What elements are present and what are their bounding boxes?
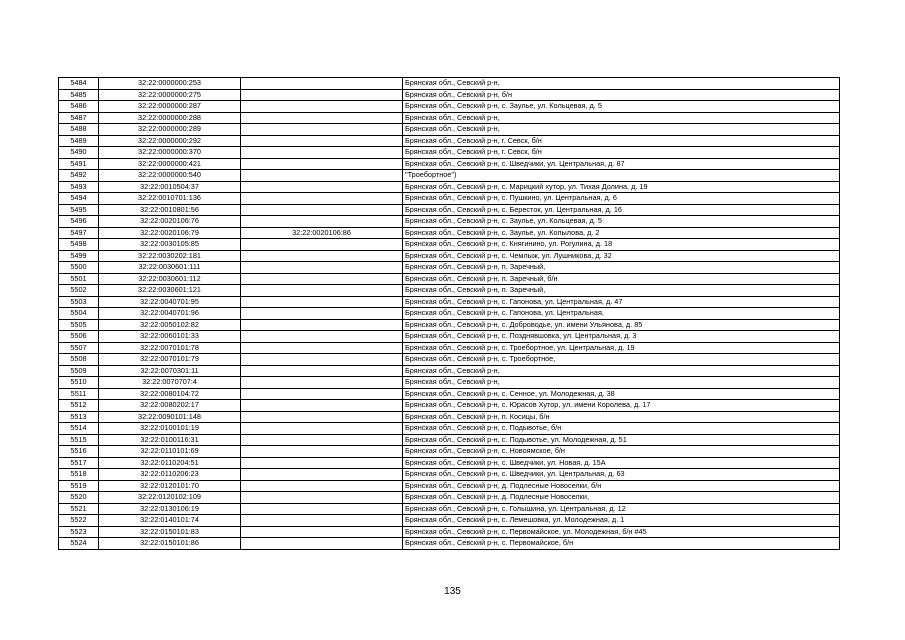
cadastral-number-cell: 32:22:0090101:148 — [99, 411, 241, 423]
cadastral-number-cell: 32:22:0040701:96 — [99, 308, 241, 320]
table-row — [59, 296, 840, 308]
related-cadastral-number-cell — [241, 331, 403, 343]
related-cadastral-number-cell — [241, 457, 403, 469]
table-row — [59, 457, 840, 469]
cadastral-number-cell: 32:22:0000000:370 — [99, 147, 241, 159]
related-cadastral-number-cell — [241, 354, 403, 366]
row-number-cell: 5524 — [59, 538, 99, 550]
row-number-cell: 5489 — [59, 135, 99, 147]
row-number-cell: 5510 — [59, 377, 99, 389]
address-cell: Брянская обл., Севский р-н, с. Новоямское, б/н — [403, 446, 840, 458]
address-cell: Брянская обл., Севский р-н, с. Бересток, ул. Центральная, д. 16 — [403, 204, 840, 216]
related-cadastral-number-cell — [241, 135, 403, 147]
address-cell: Брянская обл., Севский р-н, д. Подлесные Новоселки, — [403, 492, 840, 504]
table-row — [59, 434, 840, 446]
cadastral-number-cell: 32:22:0030202:181 — [99, 250, 241, 262]
table-row — [59, 342, 840, 354]
table-row — [59, 239, 840, 251]
address-cell: Брянская обл., Севский р-н, с. Шведчики, ул. Центральная, д. 87 — [403, 158, 840, 170]
row-number-cell: 5496 — [59, 216, 99, 228]
table-row — [59, 319, 840, 331]
related-cadastral-number-cell — [241, 515, 403, 527]
address-cell: Брянская обл., Севский р-н, с. Княгинино, ул. Рогулина, д. 18 — [403, 239, 840, 251]
table-row — [59, 354, 840, 366]
row-number-cell: 5493 — [59, 181, 99, 193]
related-cadastral-number-cell — [241, 273, 403, 285]
address-cell: Брянская обл., Севский р-н, с. Лемешовка, ул. Молодежная, д. 1 — [403, 515, 840, 527]
cadastral-number-cell: 32:22:0000000:540 — [99, 170, 241, 182]
table-row — [59, 365, 840, 377]
table-row — [59, 262, 840, 274]
related-cadastral-number-cell — [241, 296, 403, 308]
table-row — [59, 158, 840, 170]
row-number-cell: 5485 — [59, 89, 99, 101]
related-cadastral-number-cell — [241, 204, 403, 216]
related-cadastral-number-cell — [241, 411, 403, 423]
row-number-cell: 5503 — [59, 296, 99, 308]
row-number-cell: 5516 — [59, 446, 99, 458]
related-cadastral-number-cell — [241, 526, 403, 538]
table-row — [59, 101, 840, 113]
cadastral-number-cell: 32:22:0030601:121 — [99, 285, 241, 297]
address-cell: Брянская обл., Севский р-н, с. Сенное, ул. Молодежная, д. 38 — [403, 388, 840, 400]
related-cadastral-number-cell — [241, 124, 403, 136]
table-row — [59, 112, 840, 124]
cadastral-number-cell: 32:22:0030105:85 — [99, 239, 241, 251]
row-number-cell: 5521 — [59, 503, 99, 515]
related-cadastral-number-cell — [241, 434, 403, 446]
address-cell: Брянская обл., Севский р-н, п. Заречный, б/н — [403, 273, 840, 285]
cadastral-number-cell: 32:22:0020106:79 — [99, 227, 241, 239]
table-row — [59, 526, 840, 538]
cadastral-number-cell: 32:22:0120102:109 — [99, 492, 241, 504]
cadastral-number-cell: 32:22:0110204:51 — [99, 457, 241, 469]
cadastral-number-cell: 32:22:0020106:76 — [99, 216, 241, 228]
cadastral-number-cell: 32:22:0140101:74 — [99, 515, 241, 527]
address-cell: Брянская обл., Севский р-н, — [403, 78, 840, 90]
cadastral-number-cell: 32:22:0000000:275 — [99, 89, 241, 101]
row-number-cell: 5502 — [59, 285, 99, 297]
cadastral-number-cell: 32:22:0110101:69 — [99, 446, 241, 458]
cadastral-number-cell: 32:22:0070101:78 — [99, 342, 241, 354]
table-row — [59, 78, 840, 90]
row-number-cell: 5491 — [59, 158, 99, 170]
row-number-cell: 5513 — [59, 411, 99, 423]
address-cell: Брянская обл., Севский р-н, с. Пушкино, ул. Центральная, д. 6 — [403, 193, 840, 205]
related-cadastral-number-cell — [241, 377, 403, 389]
table-row — [59, 135, 840, 147]
related-cadastral-number-cell — [241, 285, 403, 297]
cadastral-number-cell: 32:22:0070707:4 — [99, 377, 241, 389]
address-cell: Брянская обл., Севский р-н, с. Гапонова, ул. Центральная, д. 47 — [403, 296, 840, 308]
related-cadastral-number-cell — [241, 170, 403, 182]
related-cadastral-number-cell — [241, 538, 403, 550]
cadastral-number-cell: 32:22:0100116:31 — [99, 434, 241, 446]
table-row — [59, 515, 840, 527]
row-number-cell: 5492 — [59, 170, 99, 182]
related-cadastral-number-cell — [241, 89, 403, 101]
related-cadastral-number-cell — [241, 101, 403, 113]
table-row — [59, 181, 840, 193]
table-row — [59, 388, 840, 400]
address-cell: Брянская обл., Севский р-н, — [403, 365, 840, 377]
cadastral-number-cell: 32:22:0030601:111 — [99, 262, 241, 274]
row-number-cell: 5495 — [59, 204, 99, 216]
related-cadastral-number-cell — [241, 469, 403, 481]
related-cadastral-number-cell — [241, 239, 403, 251]
cadastral-number-cell: 32:22:0050102:82 — [99, 319, 241, 331]
related-cadastral-number-cell — [241, 342, 403, 354]
cadastral-number-cell: 32:22:0010504:37 — [99, 181, 241, 193]
cadastral-number-cell: 32:22:0010801:56 — [99, 204, 241, 216]
address-cell: Брянская обл., Севский р-н, д. Подлесные Новоселки, б/н — [403, 480, 840, 492]
row-number-cell: 5490 — [59, 147, 99, 159]
table-row — [59, 377, 840, 389]
address-cell: Брянская обл., Севский р-н, п. Косицы, б/н — [403, 411, 840, 423]
related-cadastral-number-cell — [241, 423, 403, 435]
table-row — [59, 216, 840, 228]
address-cell: Брянская обл., Севский р-н, с. Чемлыж, ул. Лушникова, д. 32 — [403, 250, 840, 262]
address-cell: Брянская обл., Севский р-н, с. Юрасов Хутор, ул. имени Королева, д. 17 — [403, 400, 840, 412]
table-row — [59, 492, 840, 504]
row-number-cell: 5494 — [59, 193, 99, 205]
cadastral-number-cell: 32:22:0110206:23 — [99, 469, 241, 481]
related-cadastral-number-cell — [241, 400, 403, 412]
table-row — [59, 124, 840, 136]
row-number-cell: 5519 — [59, 480, 99, 492]
cadastral-number-cell: 32:22:0100101:19 — [99, 423, 241, 435]
related-cadastral-number-cell — [241, 446, 403, 458]
cadastral-number-cell: 32:22:0080104:72 — [99, 388, 241, 400]
table-row — [59, 89, 840, 101]
row-number-cell: 5487 — [59, 112, 99, 124]
cadastral-number-cell: 32:22:0000000:421 — [99, 158, 241, 170]
table-row — [59, 285, 840, 297]
table-row — [59, 469, 840, 481]
table-row — [59, 250, 840, 262]
row-number-cell: 5511 — [59, 388, 99, 400]
table-row — [59, 273, 840, 285]
address-cell: Брянская обл., Севский р-н, с. Подывотье, ул. Молодежная, д. 51 — [403, 434, 840, 446]
cadastral-number-cell: 32:22:0000000:253 — [99, 78, 241, 90]
cadastral-number-cell: 32:22:0000000:287 — [99, 101, 241, 113]
related-cadastral-number-cell — [241, 319, 403, 331]
row-number-cell: 5514 — [59, 423, 99, 435]
cadastral-number-cell: 32:22:0120101:70 — [99, 480, 241, 492]
row-number-cell: 5522 — [59, 515, 99, 527]
related-cadastral-number-cell — [241, 78, 403, 90]
table-row — [59, 538, 840, 550]
row-number-cell: 5517 — [59, 457, 99, 469]
row-number-cell: 5504 — [59, 308, 99, 320]
address-cell: Брянская обл., Севский р-н, с. Заулье, ул. Кольцевая, д. 5 — [403, 101, 840, 113]
address-cell: Брянская обл., Севский р-н, п. Заречный, — [403, 262, 840, 274]
related-cadastral-number-cell: 32:22:0020106:86 — [241, 227, 403, 239]
row-number-cell: 5508 — [59, 354, 99, 366]
row-number-cell: 5523 — [59, 526, 99, 538]
address-cell: Брянская обл., Севский р-н, с. Заулье, ул. Кольцевая, д. 5 — [403, 216, 840, 228]
address-cell: Брянская обл., Севский р-н, с. Шведчики, ул. Новая, д. 15А — [403, 457, 840, 469]
related-cadastral-number-cell — [241, 503, 403, 515]
table-row — [59, 308, 840, 320]
address-cell: Брянская обл., Севский р-н, с. Шведчики, ул. Центральная, д. 63 — [403, 469, 840, 481]
registry-table-body — [59, 78, 840, 550]
cadastral-number-cell: 32:22:0000000:288 — [99, 112, 241, 124]
table-row — [59, 331, 840, 343]
address-cell: Брянская обл., Севский р-н, с. Голышина, ул. Центральная, д. 12 — [403, 503, 840, 515]
row-number-cell: 5507 — [59, 342, 99, 354]
related-cadastral-number-cell — [241, 365, 403, 377]
related-cadastral-number-cell — [241, 250, 403, 262]
row-number-cell: 5499 — [59, 250, 99, 262]
related-cadastral-number-cell — [241, 216, 403, 228]
page-number: 135 — [444, 586, 461, 597]
address-cell: Брянская обл., Севский р-н, с. Позднявшовка, ул. Центральная, д. 3 — [403, 331, 840, 343]
table-row — [59, 480, 840, 492]
cadastral-number-cell: 32:22:0070101:79 — [99, 354, 241, 366]
table-row — [59, 170, 840, 182]
row-number-cell: 5520 — [59, 492, 99, 504]
cadastral-number-cell: 32:22:0150101:86 — [99, 538, 241, 550]
cadastral-number-cell: 32:22:0000000:292 — [99, 135, 241, 147]
cadastral-number-cell: 32:22:0130106:19 — [99, 503, 241, 515]
cadastral-number-cell: 32:22:0040701:95 — [99, 296, 241, 308]
address-cell: Брянская обл., Севский р-н, с. Гапонова, ул. Центральная, — [403, 308, 840, 320]
row-number-cell: 5506 — [59, 331, 99, 343]
row-number-cell: 5497 — [59, 227, 99, 239]
related-cadastral-number-cell — [241, 480, 403, 492]
address-cell: "Троебортное") — [403, 170, 840, 182]
cadastral-number-cell: 32:22:0030601:112 — [99, 273, 241, 285]
related-cadastral-number-cell — [241, 388, 403, 400]
address-cell: Брянская обл., Севский р-н, п. Заречный, — [403, 285, 840, 297]
row-number-cell: 5509 — [59, 365, 99, 377]
row-number-cell: 5484 — [59, 78, 99, 90]
related-cadastral-number-cell — [241, 112, 403, 124]
table-row — [59, 193, 840, 205]
address-cell: Брянская обл., Севский р-н, с. Троебортное, — [403, 354, 840, 366]
registry-table — [58, 77, 840, 550]
row-number-cell: 5512 — [59, 400, 99, 412]
address-cell: Брянская обл., Севский р-н, — [403, 112, 840, 124]
cadastral-number-cell: 32:22:0080202:17 — [99, 400, 241, 412]
table-row — [59, 503, 840, 515]
address-cell: Брянская обл., Севский р-н, с. Троебортное, ул. Центральная, д. 19 — [403, 342, 840, 354]
row-number-cell: 5518 — [59, 469, 99, 481]
related-cadastral-number-cell — [241, 181, 403, 193]
table-row — [59, 227, 840, 239]
row-number-cell: 5515 — [59, 434, 99, 446]
address-cell: Брянская обл., Севский р-н, с. Заулье, ул. Копылова, д. 2 — [403, 227, 840, 239]
address-cell: Брянская обл., Севский р-н, с. Первомайское, б/н — [403, 538, 840, 550]
row-number-cell: 5498 — [59, 239, 99, 251]
address-cell: Брянская обл., Севский р-н, — [403, 377, 840, 389]
cadastral-number-cell: 32:22:0000000:289 — [99, 124, 241, 136]
address-cell: Брянская обл., Севский р-н, г. Севск, б/н — [403, 147, 840, 159]
table-row — [59, 446, 840, 458]
address-cell: Брянская обл., Севский р-н, г. Севск, б/н — [403, 135, 840, 147]
address-cell: Брянская обл., Севский р-н, — [403, 124, 840, 136]
related-cadastral-number-cell — [241, 262, 403, 274]
table-row — [59, 423, 840, 435]
address-cell: Брянская обл., Севский р-н, б/н — [403, 89, 840, 101]
table-row — [59, 204, 840, 216]
cadastral-number-cell: 32:22:0060101:33 — [99, 331, 241, 343]
related-cadastral-number-cell — [241, 147, 403, 159]
related-cadastral-number-cell — [241, 158, 403, 170]
table-row — [59, 411, 840, 423]
related-cadastral-number-cell — [241, 193, 403, 205]
row-number-cell: 5505 — [59, 319, 99, 331]
address-cell: Брянская обл., Севский р-н, с. Доброводье, ул. имени Ульянова, д. 85 — [403, 319, 840, 331]
address-cell: Брянская обл., Севский р-н, с. Подывотье, б/н — [403, 423, 840, 435]
address-cell: Брянская обл., Севский р-н, с. Марицкий хутор, ул. Тихая Долина, д. 19 — [403, 181, 840, 193]
row-number-cell: 5488 — [59, 124, 99, 136]
cadastral-number-cell: 32:22:0150101:83 — [99, 526, 241, 538]
related-cadastral-number-cell — [241, 308, 403, 320]
address-cell: Брянская обл., Севский р-н, с. Первомайское, ул. Молодежная, б/н #45 — [403, 526, 840, 538]
table-row — [59, 147, 840, 159]
cadastral-number-cell: 32:22:0010701:136 — [99, 193, 241, 205]
related-cadastral-number-cell — [241, 492, 403, 504]
table-row — [59, 400, 840, 412]
row-number-cell: 5486 — [59, 101, 99, 113]
row-number-cell: 5501 — [59, 273, 99, 285]
row-number-cell: 5500 — [59, 262, 99, 274]
cadastral-number-cell: 32:22:0070301:11 — [99, 365, 241, 377]
